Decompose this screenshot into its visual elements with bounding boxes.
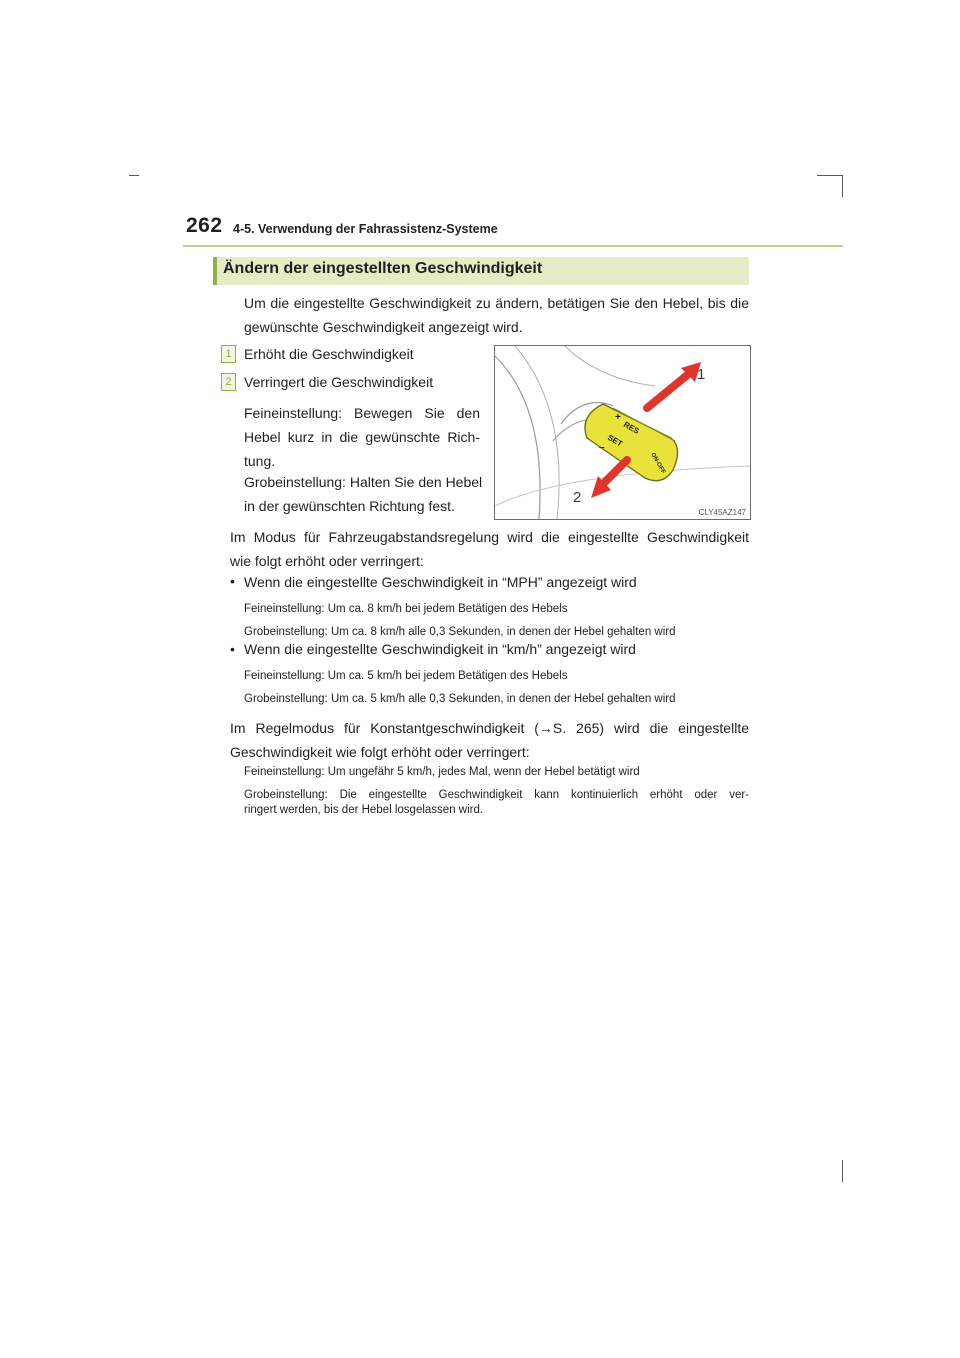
crop-mark: [129, 175, 139, 176]
fine-adjust-text: tung.: [244, 453, 276, 469]
intro-line: gewünschte Geschwindigkeit angezeigt wird.: [244, 319, 523, 335]
lever-res-label: RES: [622, 419, 641, 436]
heading: Ändern der eingestellten Geschwindigkeit: [223, 260, 543, 277]
figure-label-1: 1: [697, 366, 706, 383]
bullet-detail: Feineinstellung: Um ca. 8 km/h bei jedem Betätigen des Hebels: [244, 603, 568, 615]
bullet-dot: •: [230, 573, 235, 589]
crop-mark: [842, 1160, 843, 1182]
svg-text:+: [615, 412, 621, 423]
increase-arrow: [647, 362, 701, 408]
coarse-adjust-text: in der gewünschten Richtung fest.: [244, 498, 455, 514]
distance-mode-text: wie folgt erhöht oder verringert:: [230, 553, 424, 569]
constant-mode-text: Geschwindigkeit wie folgt erhöht oder verringert:: [230, 744, 530, 760]
heading-accent: [213, 257, 217, 285]
constant-mode-detail: ringert werden, bis der Hebel losgelassen wird.: [244, 804, 484, 816]
section-title: 4-5. Verwendung der Fahrassistenz-Systeme: [233, 222, 498, 236]
item-label: Verringert die Geschwindigkeit: [244, 374, 434, 390]
lever-stalk: [585, 404, 678, 481]
item-label: Erhöht die Geschwindigkeit: [244, 346, 414, 362]
bullet-detail: Feineinstellung: Um ca. 5 km/h bei jedem Betätigen des Hebels: [244, 670, 568, 682]
distance-mode-text: Im Modus für Fahrzeugabstandsregelung wird die eingestellte Geschwindigkeit: [230, 529, 749, 545]
intro-line: Um die eingestellte Geschwindigkeit zu ändern, betätigen Sie den Hebel, bis die: [244, 295, 749, 311]
crop-mark: [817, 175, 842, 176]
constant-mode-text: Im Regelmodus für Konstantgeschwindigkeit (→S. 265) wird die eingestellte: [230, 720, 749, 736]
bullet-detail: Grobeinstellung: Um ca. 5 km/h alle 0,3 Sekunden, in denen der Hebel gehalten wird: [244, 693, 676, 705]
svg-text:–: [599, 442, 605, 453]
crop-mark: [842, 175, 843, 197]
lever-onoff-label: ON-OFF: [649, 452, 666, 475]
item-number-badge: 2: [221, 373, 236, 391]
lever-minus-label: –: [599, 442, 605, 453]
fine-adjust-text: Hebel kurz in die gewünschte Rich-: [244, 429, 480, 445]
bullet-detail: Grobeinstellung: Um ca. 8 km/h alle 0,3 Sekunden, in denen der Hebel gehalten wird: [244, 626, 676, 638]
header-rule: [183, 245, 843, 247]
figure-label-2: 2: [573, 489, 582, 506]
lever-drawing: [495, 346, 750, 519]
coarse-adjust-text: Grobeinstellung: Halten Sie den Hebel: [244, 474, 483, 490]
page-number: 262: [186, 214, 223, 237]
lever-illustration: [494, 345, 751, 520]
constant-mode-detail: Grobeinstellung: Die eingestellte Geschwindigkeit kann kontinuierlich erhöht oder ver-: [244, 789, 749, 801]
bullet-dot: •: [230, 641, 235, 657]
lever-set-label: SET: [606, 432, 624, 449]
bullet-text: Wenn die eingestellte Geschwindigkeit in “km/h” angezeigt wird: [244, 641, 636, 657]
constant-mode-detail: Feineinstellung: Um ungefähr 5 km/h, jedes Mal, wenn der Hebel betätigt wird: [244, 766, 640, 778]
item-number-badge: 1: [221, 345, 236, 363]
fine-adjust-text: Feineinstellung: Bewegen Sie den: [244, 405, 480, 421]
lever-plus-label: +: [615, 412, 621, 423]
bullet-text: Wenn die eingestellte Geschwindigkeit in “MPH” angezeigt wird: [244, 574, 637, 590]
figure-code: CLY45AZ147: [698, 508, 746, 517]
